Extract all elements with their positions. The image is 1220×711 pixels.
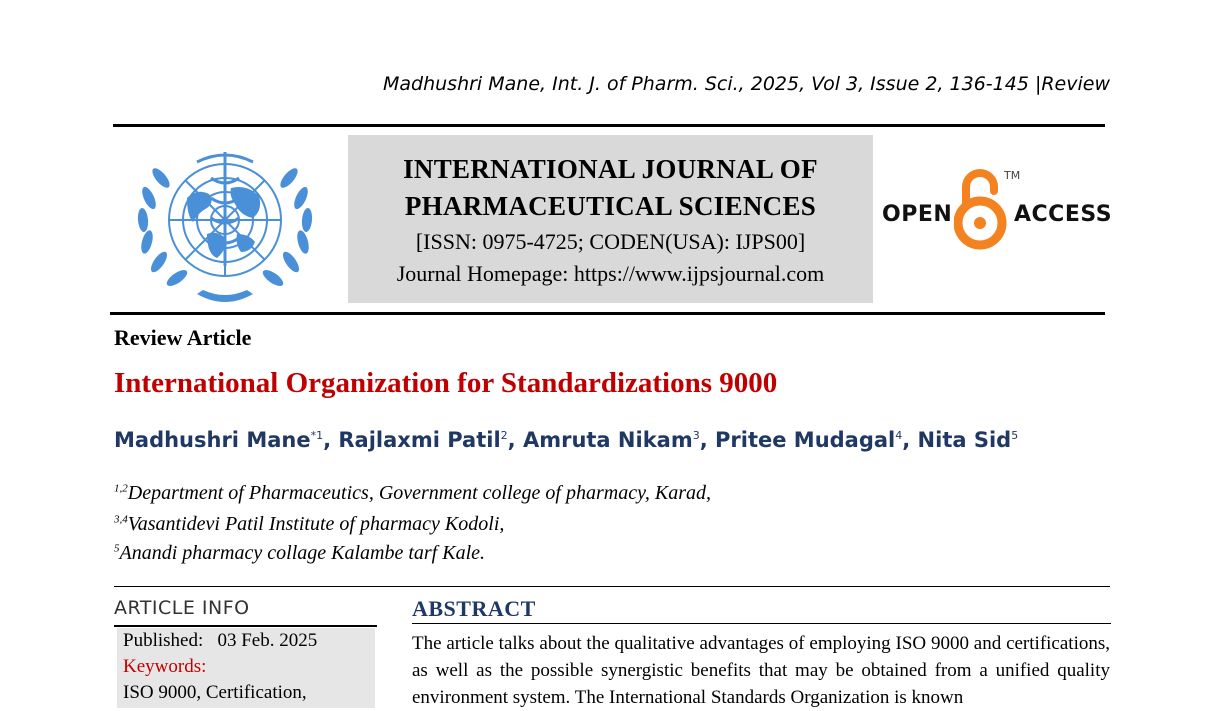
journal-title-line2: PHARMACEUTICAL SCIENCES xyxy=(404,191,817,221)
affiliation-mark: 1,2 xyxy=(114,482,128,495)
header-top-rule xyxy=(113,124,1105,127)
journal-banner xyxy=(348,135,873,303)
open-access-logo xyxy=(880,165,1113,255)
affiliation-text: Anandi pharmacy collage Kalambe tarf Kale. xyxy=(119,542,486,564)
open-access-lock-icon xyxy=(954,165,1010,251)
author-mark: 2 xyxy=(500,429,508,442)
article-info-rule xyxy=(114,625,377,627)
open-access-right-text: ACCESS xyxy=(1014,202,1113,227)
published-line xyxy=(123,630,317,652)
article-title: International Organization for Standardizations 9000 xyxy=(114,367,778,399)
journal-logo-emblem xyxy=(127,138,323,306)
open-access-trademark: TM xyxy=(1004,169,1021,182)
affiliation-text: Vasantidevi Patil Institute of pharmacy Kodoli, xyxy=(127,513,505,535)
journal-title xyxy=(348,151,873,225)
author-mark: *1 xyxy=(310,429,324,442)
keywords-value: ISO 9000, Certification, xyxy=(123,682,307,703)
section-divider xyxy=(114,586,1110,587)
keywords-label: Keywords: xyxy=(123,656,207,677)
running-head: Madhushri Mane, Int. J. of Pharm. Sci., 2025, Vol 3, Issue 2, 136-145 |Review xyxy=(383,73,1110,95)
author-name[interactable]: Nita Sid xyxy=(917,428,1012,452)
article-info-heading: ARTICLE INFO xyxy=(114,597,250,619)
affiliation-text: Department of Pharmaceutics, Government college of pharmacy, Karad, xyxy=(127,482,711,504)
journal-issn: [ISSN: 0975-4725; CODEN(USA): IJPS00] xyxy=(415,229,806,254)
author-name[interactable]: Madhushri Mane xyxy=(114,428,311,452)
author-name[interactable]: Amruta Nikam xyxy=(522,428,693,452)
author-mark: 3 xyxy=(692,429,700,442)
affiliation xyxy=(114,513,504,536)
abstract-rule xyxy=(412,623,1111,624)
published-date: 03 Feb. 2025 xyxy=(217,630,318,651)
affiliation-mark: 5 xyxy=(114,542,120,555)
header-bottom-rule xyxy=(110,312,1105,315)
affiliation xyxy=(114,542,485,565)
journal-title-line1: INTERNATIONAL JOURNAL OF xyxy=(403,154,818,184)
author-mark: 4 xyxy=(895,429,903,442)
author-name[interactable]: Pritee Mudagal xyxy=(715,428,896,452)
affiliation xyxy=(114,482,711,505)
abstract-text: The article talks about the qualitative advantages of employing ISO 9000 and certifications, as well as the possible synergistic benefits that may be obtained from a unified quality environment system. The International Standards Organization is known xyxy=(412,633,1110,708)
affiliation-mark: 3,4 xyxy=(114,513,128,526)
article-type: Review Article xyxy=(114,325,252,350)
author-list: Madhushri Mane$^{*1}$, Rajlaxmi Patil$^2$, Amruta Nikam$^3$, Pritee Mudagal$^4$, Nita Sid$^5$ xyxy=(114,428,1019,452)
published-label: Published: xyxy=(123,630,204,651)
journal-homepage[interactable]: Journal Homepage: https://www.ijpsjournal.com xyxy=(396,261,825,286)
author-mark: 5 xyxy=(1011,429,1019,442)
author-name[interactable]: Rajlaxmi Patil xyxy=(338,428,501,452)
open-access-left-text: OPEN xyxy=(882,202,953,227)
abstract-heading: ABSTRACT xyxy=(412,596,536,621)
